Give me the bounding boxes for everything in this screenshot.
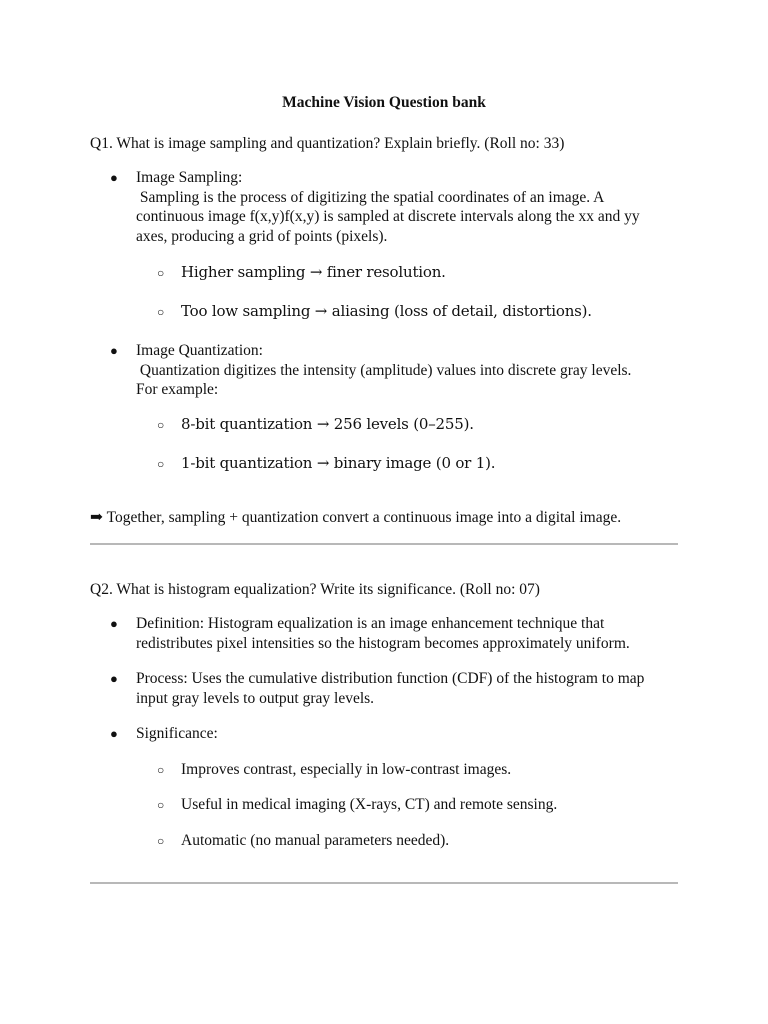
sub-item: Improves contrast, especially in low-contrast images.	[181, 761, 512, 778]
sub-bullet-marker: ○	[157, 305, 165, 319]
bullet-line: Process: Uses the cumulative distribution function (CDF) of the histogram to map	[136, 670, 645, 687]
bullet-line: Sampling is the process of digitizing the spatial coordinates of an image. A	[136, 188, 605, 206]
bullet-significance	[136, 724, 696, 744]
sub-bullet-marker: ○	[157, 763, 165, 777]
question-2: Q2. What is histogram equalization? Write its significance. (Roll no: 07)	[90, 581, 540, 598]
sub-item: Higher sampling → finer resolution.	[181, 263, 446, 281]
bullet-line: continuous image f(x,y)f(x,y) is sampled at discrete intervals along the xx and yy	[136, 208, 640, 225]
bullet-line: For example:	[136, 381, 219, 398]
section-divider	[90, 882, 678, 884]
bullet-heading: Image Sampling:	[136, 169, 243, 186]
bullet-line: Quantization digitizes the intensity (amplitude) values into discrete gray levels.	[136, 361, 632, 379]
bullet-marker: ●	[110, 616, 118, 631]
bullet-line: redistributes pixel intensities so the histogram becomes approximately uniform.	[136, 634, 630, 652]
bullet-marker: ●	[110, 726, 118, 741]
bullet-marker: ●	[110, 671, 118, 686]
bullet-definition	[136, 614, 696, 653]
question-1: Q1. What is image sampling and quantization? Explain briefly. (Roll no: 33)	[90, 135, 565, 152]
sub-bullet-marker: ○	[157, 457, 165, 471]
sub-item: 1-bit quantization → binary image (0 or 1).	[181, 454, 496, 472]
bullet-image-sampling	[136, 168, 696, 246]
bullet-process	[136, 669, 696, 708]
sub-bullet-marker: ○	[157, 418, 165, 432]
page-title: Machine Vision Question bank	[282, 94, 486, 111]
bullet-marker: ●	[110, 343, 118, 358]
bullet-image-quantization	[136, 341, 696, 400]
sub-item: Automatic (no manual parameters needed).	[181, 832, 450, 849]
sub-bullet-marker: ○	[157, 834, 165, 848]
q1-summary: ➡ Together, sampling + quantization convert a continuous image into a digital image.	[90, 509, 622, 526]
bullet-line: axes, producing a grid of points (pixels).	[136, 227, 388, 245]
sub-item: 8-bit quantization → 256 levels (0–255).	[181, 415, 474, 433]
bullet-line: Definition: Histogram equalization is an image enhancement technique that	[136, 615, 605, 632]
section-divider	[90, 543, 678, 545]
bullet-heading: Image Quantization:	[136, 342, 263, 359]
sub-bullet-marker: ○	[157, 798, 165, 812]
bullet-line: Significance:	[136, 725, 218, 742]
sub-item: Too low sampling → aliasing (loss of detail, distortions).	[181, 302, 592, 320]
bullet-line: input gray levels to output gray levels.	[136, 689, 375, 707]
bullet-marker: ●	[110, 170, 118, 185]
sub-bullet-marker: ○	[157, 266, 165, 280]
sub-item: Useful in medical imaging (X-rays, CT) and remote sensing.	[181, 796, 558, 813]
